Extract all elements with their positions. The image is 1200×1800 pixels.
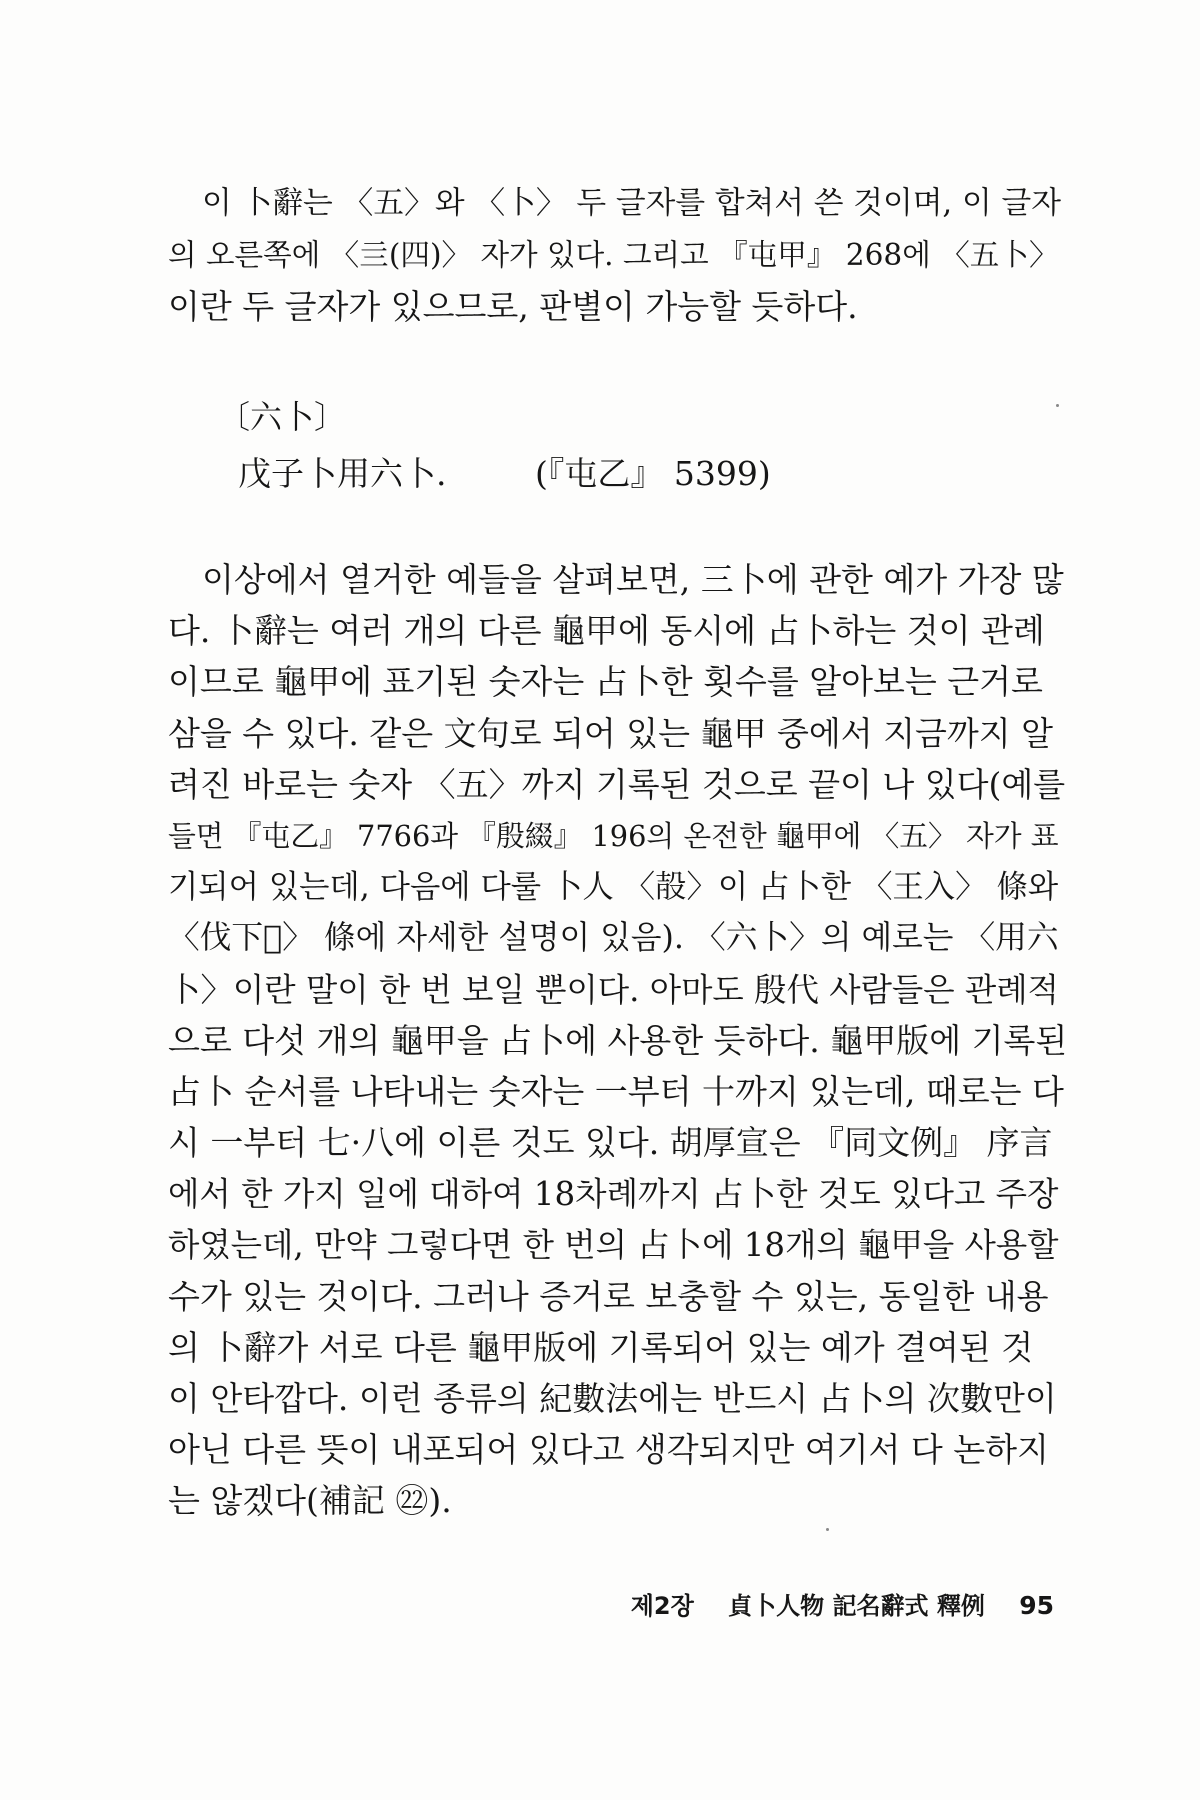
running-footer [631,1586,1054,1621]
paragraph-1 [168,178,1068,334]
text-line: 〈伐下𡉈〉 條에 자세한 설명이 있음). 〈六卜〉의 예로는 〈用六 [168,920,1059,957]
text-line: 수가 있는 것이다. 그러나 증거로 보충할 수 있는, 동일한 내용 [168,1276,1049,1316]
text-line: 는 않겠다(補記 ㉒). [168,1481,452,1521]
text-line: 들면 『屯乙』 7766과 『殷綴』 196의 온전한 龜甲에 〈五〉 자가 표 [168,818,1059,853]
quote-reference: (『屯乙』 5399) [535,454,771,493]
text-line: 삼을 수 있다. 같은 文句로 되어 있는 龜甲 중에서 지금까지 알 [168,713,1053,753]
quote-text: 戊子卜用六卜. [238,454,447,493]
text-line: 이 안타깝다. 이런 종류의 紀數法에는 반드시 占卜의 次數만이 [168,1379,1057,1418]
oracle-quote [238,448,771,495]
text-line: 의 卜辭가 서로 다른 龜甲版에 기록되어 있는 예가 결여된 것 [168,1327,1034,1367]
footer-title: 貞卜人物 記名辭式 釋例 [728,1592,985,1620]
text-line: 시 一부터 七·八에 이른 것도 있다. 胡厚宣은 『同文例』 序言 [168,1123,1053,1163]
paragraph-2 [168,555,1068,1528]
text-line: 으로 다섯 개의 龜甲을 占卜에 사용한 듯하다. 龜甲版에 기록된 [168,1020,1068,1060]
text-line: 이란 두 글자가 있으므로, 판별이 가능할 듯하다. [168,287,858,326]
text-line: 에서 한 가지 일에 대하여 18차례까지 占卜한 것도 있다고 주장 [168,1175,1059,1214]
text-line: 의 오른쪽에 〈亖(四)〉 자가 있다. 그리고 『屯甲』 268에 〈五卜〉 [168,238,1059,272]
text-line: 卜〉이란 말이 한 번 보일 뿐이다. 아마도 殷代 사람들은 관례적 [168,970,1059,1009]
text-line: 이상에서 열거한 예들을 살펴보면, 三卜에 관한 예가 가장 많 [202,560,1064,599]
page-number: 95 [1019,1591,1054,1620]
text-line: 하였는데, 만약 그렇다면 한 번의 占卜에 18개의 龜甲을 사용할 [168,1226,1059,1265]
scan-speck [826,1528,829,1531]
text-line: 기되어 있는데, 다음에 다룰 卜人 〈㱿〉이 占卜한 〈王入〉 條와 [168,869,1059,906]
scan-speck [1056,404,1059,407]
text-line: 다. 卜辭는 여러 개의 다른 龜甲에 동시에 占卜하는 것이 관례 [168,611,1045,651]
text-line: 占卜 순서를 나타내는 숫자는 一부터 十까지 있는데, 때로는 다 [168,1071,1064,1111]
text-line: 이 卜辭는 〈五〉와 〈卜〉 두 글자를 합쳐서 쓴 것이며, 이 글자 [202,185,1061,221]
text-line: 려진 바로는 숫자 〈五〉까지 기록된 것으로 끝이 나 있다(예를 [168,764,1066,804]
text-line: 아닌 다른 뜻이 내포되어 있다고 생각되지만 여기서 다 논하지 [168,1430,1049,1470]
footer-chapter: 제2장 [630,1592,694,1620]
section-heading: 〔六卜〕 [218,398,347,436]
text-line: 이므로 龜甲에 표기된 숫자는 占卜한 횟수를 알아보는 근거로 [168,662,1043,702]
